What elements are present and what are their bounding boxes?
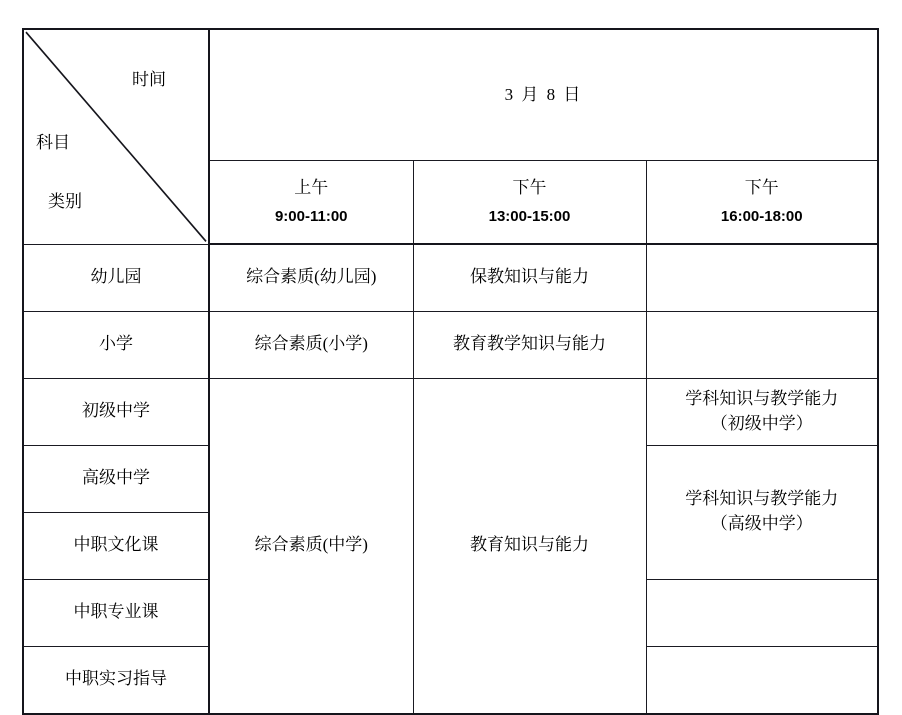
row-label-vocational-major: 中职专业课	[23, 579, 209, 646]
corner-label-subject: 科目	[36, 133, 70, 152]
cell-junior-high-afternoon-2	[646, 378, 878, 445]
cell-secondary-afternoon-1: 教育知识与能力	[413, 378, 646, 714]
cell-vocational-internship-afternoon-2	[646, 646, 878, 714]
table-row	[23, 378, 878, 445]
row-label-kindergarten: 幼儿园	[23, 244, 209, 311]
cell-secondary-morning: 综合素质(中学)	[209, 378, 413, 714]
cell-senior-high-subject-line1: 学科知识与教学能力	[685, 489, 839, 509]
slot-name-morning: 上午	[294, 177, 329, 197]
slot-header-afternoon-1	[413, 161, 646, 245]
cell-primary-morning: 综合素质(小学)	[209, 311, 413, 378]
table-row	[23, 244, 878, 311]
cell-junior-high-subject-line1: 学科知识与教学能力	[685, 388, 839, 408]
table-row	[23, 311, 878, 378]
slot-header-afternoon-2	[646, 161, 878, 245]
cell-kindergarten-afternoon-2	[646, 244, 878, 311]
exam-schedule-table	[22, 28, 879, 715]
row-label-vocational-internship: 中职实习指导	[23, 646, 209, 714]
table-row-header-date	[23, 29, 878, 161]
cell-senior-high-subject-line2: （高级中学）	[710, 514, 813, 533]
cell-primary-afternoon-2	[646, 311, 878, 378]
corner-label-category: 类别	[48, 192, 82, 211]
row-label-junior-high: 初级中学	[23, 378, 209, 445]
cell-kindergarten-afternoon-1: 保教知识与能力	[413, 244, 646, 311]
cell-senior-high-afternoon-2	[646, 445, 878, 579]
slot-time-afternoon-1: 13:00-15:00	[488, 208, 571, 226]
corner-label-time: 时间	[132, 70, 166, 89]
slot-time-morning: 9:00-11:00	[274, 208, 348, 226]
row-label-vocational-culture: 中职文化课	[23, 512, 209, 579]
cell-junior-high-subject-line2: （初级中学）	[710, 413, 813, 433]
row-label-primary: 小学	[23, 311, 209, 378]
cell-primary-afternoon-1: 教育教学知识与能力	[413, 311, 646, 378]
row-label-senior-high: 高级中学	[23, 445, 209, 512]
corner-header-cell	[23, 29, 209, 244]
slot-name-afternoon-1: 下午	[512, 177, 547, 197]
slot-time-afternoon-2: 16:00-18:00	[720, 208, 803, 226]
cell-kindergarten-morning: 综合素质(幼儿园)	[209, 244, 413, 311]
slot-name-afternoon-2: 下午	[744, 177, 779, 197]
cell-vocational-major-afternoon-2	[646, 579, 878, 646]
slot-header-morning	[209, 161, 413, 245]
date-header-cell: 3 月 8 日	[209, 29, 878, 161]
